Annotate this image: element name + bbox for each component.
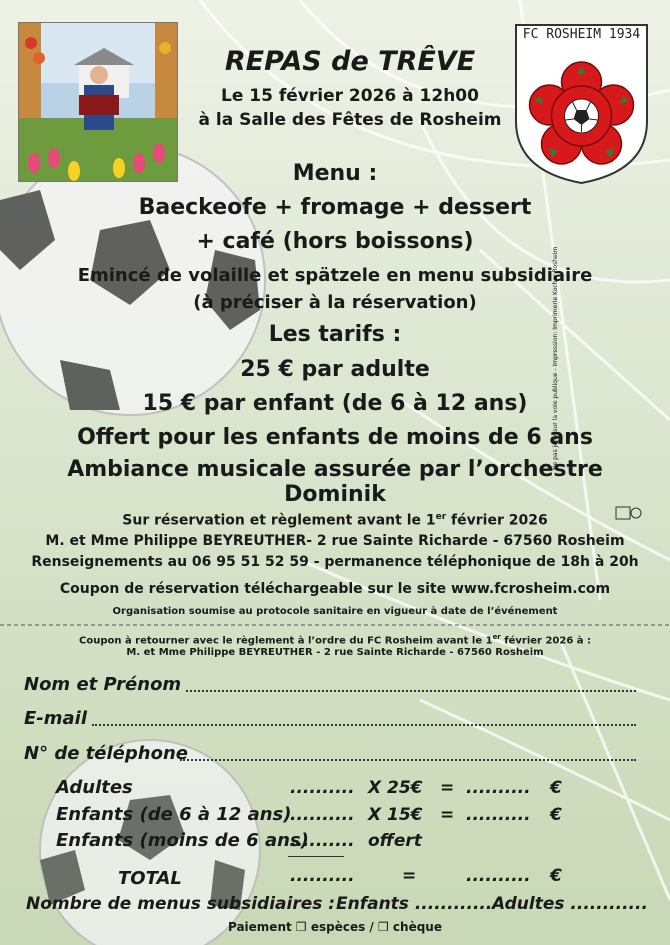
coupon-address: M. et Mme Philippe BEYREUTHER - 2 rue Sainte Richarde - 67560 Rosheim: [126, 647, 544, 658]
adults-total-field[interactable]: ..........: [466, 778, 531, 798]
tarif-adult: 25 € par adulte: [240, 357, 430, 382]
total-euro: €: [550, 866, 562, 886]
menu-alternative-note: (à préciser à la réservation): [193, 292, 477, 313]
tarif-child: 15 € par enfant (de 6 à 12 ans): [142, 391, 528, 416]
total-rule: [288, 856, 344, 857]
adults-qty-field[interactable]: ..........: [290, 778, 355, 798]
tarifs-heading: Les tarifs :: [268, 322, 402, 347]
musician-photo: [18, 22, 178, 182]
adults-price: X 25€: [368, 778, 423, 798]
children-euro: €: [550, 805, 562, 825]
children-label: Enfants (de 6 à 12 ans): [56, 804, 292, 825]
children-price: X 15€: [368, 805, 423, 825]
club-name: FC ROSHEIM 1934: [522, 27, 641, 42]
sanitary-note: Organisation soumise au protocole sanitaire en vigueur à date de l’événement: [112, 606, 558, 617]
under6-qty-field[interactable]: ..........: [290, 831, 355, 851]
total-qty-field[interactable]: ..........: [290, 866, 355, 886]
reservation-deadline: Sur réservation et règlement avant le 1er février 2026: [122, 512, 548, 529]
event-date: Le 15 février 2026 à 12h00: [221, 86, 479, 106]
sub-menus-children-field[interactable]: Enfants ............: [336, 894, 493, 914]
total-label: TOTAL: [118, 868, 182, 889]
adults-euro: €: [550, 778, 562, 798]
printer-note: Ne pas jeter sur la voie publique - Impression: Imprimerie Kocher Rosheim: [552, 246, 559, 470]
coupon-download-note: Coupon de réservation téléchargeable sur le site www.fcrosheim.com: [59, 581, 611, 597]
tarif-free: Offert pour les enfants de moins de 6 ans: [77, 425, 593, 450]
children-total-field[interactable]: ..........: [466, 805, 531, 825]
event-title: REPAS de TRÊVE: [224, 46, 476, 77]
menu-line-1: Baeckeofe + fromage + dessert: [138, 195, 532, 220]
coupon-intro: Coupon à retourner avec le règlement à l’ordre du FC Rosheim avant le 1er février 2026 à :: [79, 633, 591, 647]
under6-offert: offert: [368, 831, 422, 851]
phone-field[interactable]: [180, 759, 636, 761]
email-field[interactable]: [92, 724, 636, 726]
adults-equals: =: [440, 778, 455, 798]
under6-label: Enfants (moins de 6 ans): [56, 830, 309, 851]
children-equals: =: [440, 805, 455, 825]
sub-menus-label: Nombre de menus subsidiaires :: [26, 894, 336, 914]
sub-menus-adults-field[interactable]: Adultes ............: [492, 894, 648, 914]
name-label: Nom et Prénom: [24, 674, 182, 695]
menu-heading: Menu :: [292, 161, 378, 186]
event-venue: à la Salle des Fêtes de Rosheim: [198, 110, 502, 130]
phone-label: N° de téléphone: [24, 743, 188, 764]
contact-address: M. et Mme Philippe BEYREUTHER- 2 rue Sainte Richarde - 67560 Rosheim: [45, 533, 625, 549]
total-amount-field[interactable]: ..........: [466, 866, 531, 886]
email-label: E-mail: [24, 708, 88, 729]
adults-label: Adultes: [56, 777, 133, 798]
contact-phone: Renseignements au 06 95 51 52 59 - permanence téléphonique de 18h à 20h: [31, 554, 639, 570]
music-note: Ambiance musicale assurée par l’orchestre Dominik: [67, 457, 603, 507]
payment-options[interactable]: Paiement ❒ espèces / ❒ chèque: [227, 920, 442, 934]
name-field[interactable]: [186, 690, 636, 692]
menu-alternative: Emincé de volaille et spätzele en menu subsidiaire: [77, 265, 593, 286]
menu-line-2: + café (hors boissons): [196, 229, 474, 254]
children-qty-field[interactable]: ..........: [290, 805, 355, 825]
total-equals: =: [402, 866, 417, 886]
